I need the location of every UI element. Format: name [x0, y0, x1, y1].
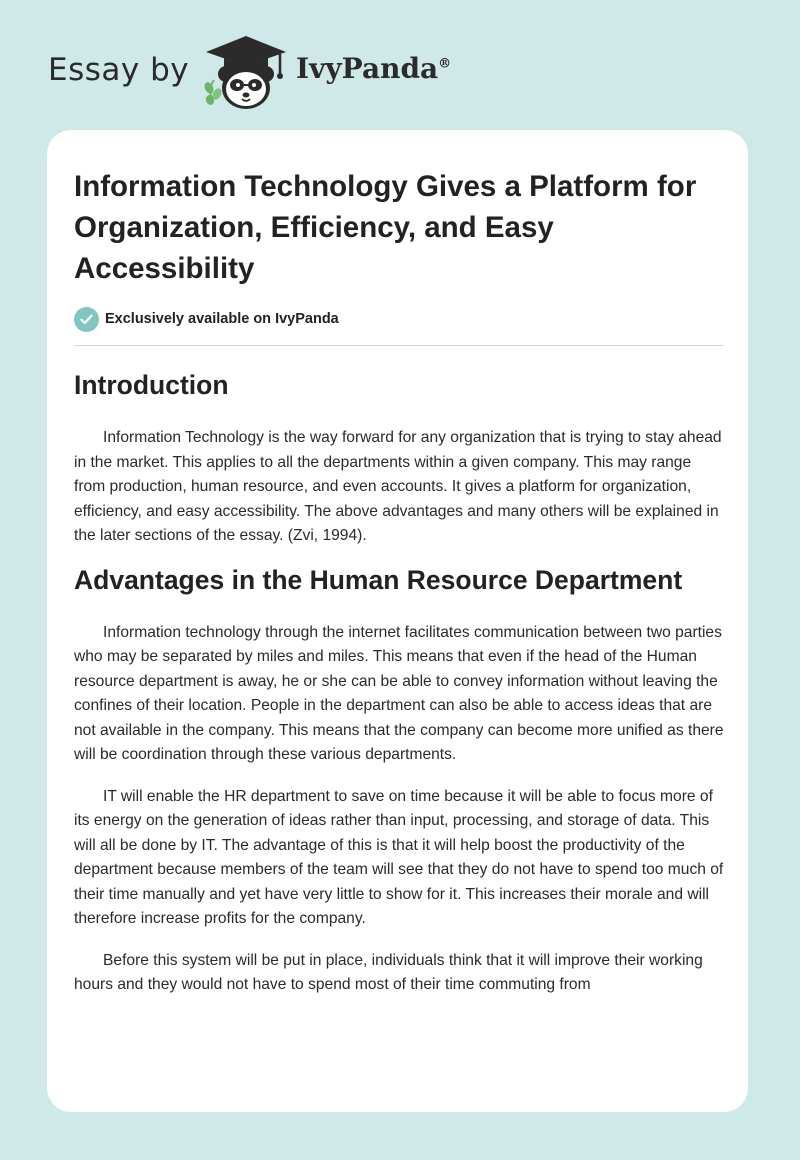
registered-mark: ® — [438, 56, 452, 72]
paragraph: Information Technology is the way forward for any organization that is trying to stay ahead in the market. This applies to all the departments within a given company. This may range from production, human resource, and even accounts. It gives a platform for organization, efficiency, and easy accessibility. The above advantages and many others will be explained in the later sections of the essay. (Zvi, 1994). — [74, 429, 722, 544]
brand-name-text: IvyPanda — [296, 52, 439, 85]
site-header — [0, 0, 800, 130]
title-divider — [74, 345, 724, 346]
paragraph: Information technology through the internet facilitates communication between two parties who may be separated by miles and miles. This means that even if the head of the Human resource department is away, he or she can be able to convey information without leaving the confines of their location. People in the department can also be able to access ideas that are not available in the company. This means that the company can become more unified as there will be coordination through these various departments. — [74, 623, 724, 763]
brand-name[interactable] — [296, 52, 451, 85]
exclusive-label: Exclusively available on IvyPanda — [105, 311, 339, 327]
check-circle-icon — [74, 307, 99, 332]
brand-prefix: Essay by — [48, 52, 190, 88]
essay-card — [47, 130, 748, 1112]
essay-title: Information Technology Gives a Platform for Organization, Efficiency, and Easy Accessibility — [74, 170, 697, 285]
paragraph: IT will enable the HR department to save on time because it will be able to focus more of its energy on the generation of ideas rather than input, processing, and storage of data. This will all be done by IT. The advantage of this is that it will help boost the productivity of the department because members of the team will see that they do not have to spend too much of their time manually and yet have very little to show for it. This increases their morale and will therefore increase profits for the company. — [74, 787, 724, 927]
section-heading-hr-advantages: Advantages in the Human Resource Department — [74, 564, 683, 595]
section-heading-introduction: Introduction — [74, 370, 229, 400]
panda-graduate-logo-icon[interactable] — [200, 30, 292, 112]
paragraph: Before this system will be put in place, individuals think that it will improve their working hours and they would not have to spend most of their time commuting from — [74, 951, 703, 993]
essay-body — [74, 362, 724, 998]
exclusive-notice — [74, 306, 339, 332]
